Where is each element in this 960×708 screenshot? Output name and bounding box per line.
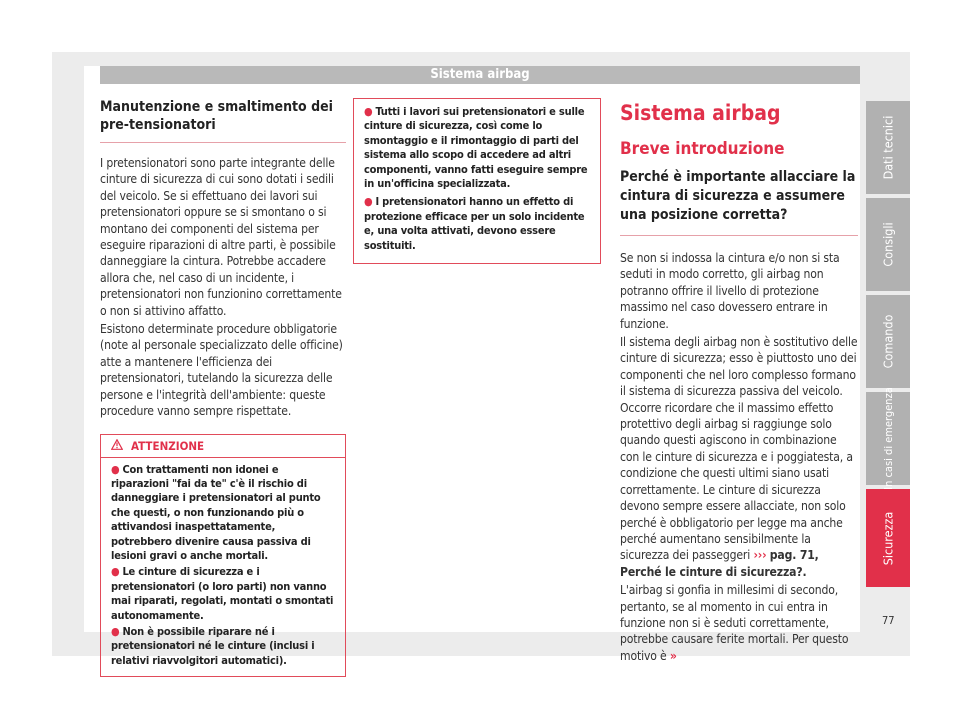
bullet-icon: ●	[364, 105, 373, 118]
warning-item: ● Non è possibile riparare né i pretensionatori né le cinture (inclusi i relativi riavvolgitori automatici).	[111, 624, 315, 667]
tab-emergenza[interactable]: In casi di emergenza	[866, 392, 910, 485]
warning-item: ● Con trattamenti non idonei e riparazioni "fai da te" c'è il rischio di danneggiare i pretensionatori al punto che questi, o non funzionando più o attivandosi inaspettatamente, potrebbero divenire causa passiva di lesioni gravi o anche mortali.	[111, 462, 321, 562]
paragraph: Esistono determinate procedure obbligatorie (note al personale specializzato delle officine) atte a mantenere l'efficienza dei pretensionatori, tutelando la sicurezza delle persone e l'integrità dell'ambiente: queste procedure vanno sempre rispettate.	[100, 322, 343, 419]
paragraph: L'airbag si gonfia in millesimi di secondo, pertanto, se al momento in cui entra in funzione non si è seduti correttamente, potrebbe causare ferite mortali. Per questo motivo è »	[620, 583, 849, 663]
bullet-icon: ●	[111, 565, 120, 579]
bullet-icon: ●	[111, 624, 120, 638]
middle-column	[353, 98, 601, 264]
warning-triangle-icon	[111, 439, 123, 453]
tab-dati-tecnici[interactable]: Dati tecnici	[866, 101, 910, 194]
warning-item: ● Le cinture di sicurezza e i pretensionatori (o loro parti) non vanno mai riparati, regolati, montati o smontati autonomamente.	[111, 565, 334, 622]
continue-arrow-icon: »	[669, 648, 677, 663]
section-heading: Manutenzione e smaltimento dei pre-tensionatori	[100, 98, 346, 143]
tab-comando[interactable]: Comando	[866, 295, 910, 388]
page-number: 77	[882, 614, 895, 627]
left-column	[100, 98, 346, 677]
paragraph: Il sistema degli airbag non è sostitutivo delle cinture di sicurezza; esso è piuttosto uno dei componenti che nel loro complesso formano il sistema di sicurezza passiva del veicolo. Occorre ricordare che il massimo effetto protettivo degli airbag si raggiunge solo quando questi agiscono in combinazione con le cinture di sicurezza e i poggiatesta, a condizione che questi ultimi siano usati correttamente. Le cinture di sicurezza devono sempre essere allacciate, non solo perché è obbligatorio per legge ma anche perché aumentano sensibilmente la sicurezza dei passeggeri ››› pag. 71, Perché le cinture di sicurezza?.	[620, 335, 858, 579]
warning-box	[100, 434, 346, 678]
bullet-icon: ●	[364, 195, 373, 209]
question-heading: Perché è importante allacciare la cintura di sicurezza e assumere una posizione corretta?	[620, 168, 858, 236]
right-column	[620, 98, 858, 666]
section-subtitle: Breve introduzione	[620, 139, 785, 159]
page-reference-link[interactable]: pag. 71, Perché le cinture di sicurezza?.	[620, 548, 819, 579]
chapter-tabs	[866, 101, 910, 591]
paragraph: I pretensionatori sono parte integrante delle cinture di sicurezza di cui sono dotati i sedili del veicolo. Se si effettuano dei lavori sui pretensionatori oppure se si smontano o si montano dei componenti del sistema per eseguire riparazioni di altre parti, è possibile danneggiare la cintura. Potrebbe accadere allora che, nel caso di un incidente, i pretensionatori non funzionino correttamente o non si attivino affatto.	[100, 156, 342, 318]
section-title: Sistema airbag	[620, 101, 781, 125]
paragraph: Se non si indossa la cintura e/o non si sta seduti in modo corretto, gli airbag non potranno offrire il livello di protezione massimo nel caso dovessero entrare in funzione.	[620, 251, 840, 331]
warning-item: ● Tutti i lavori sui pretensionatori e sulle cinture di sicurezza, così come lo smontaggio e il rimontaggio di parti del sistema allo scopo di accedere ad altri componenti, vanno fatti eseguire sempre in un'officina specializzata.	[364, 105, 588, 191]
tab-sicurezza[interactable]: Sicurezza	[866, 489, 910, 587]
tab-consigli[interactable]: Consigli	[866, 198, 910, 291]
header-bar: Sistema airbag	[100, 66, 860, 84]
warning-item: ● I pretensionatori hanno un effetto di protezione efficace per un solo incidente e, una volta attivati, devono essere sostituiti.	[364, 195, 585, 252]
warning-box-continued	[353, 98, 601, 264]
bullet-icon: ●	[111, 462, 120, 476]
warning-title: ATTENZIONE	[131, 438, 205, 453]
reference-arrow-icon: ›››	[753, 548, 767, 563]
warning-header	[101, 435, 345, 458]
